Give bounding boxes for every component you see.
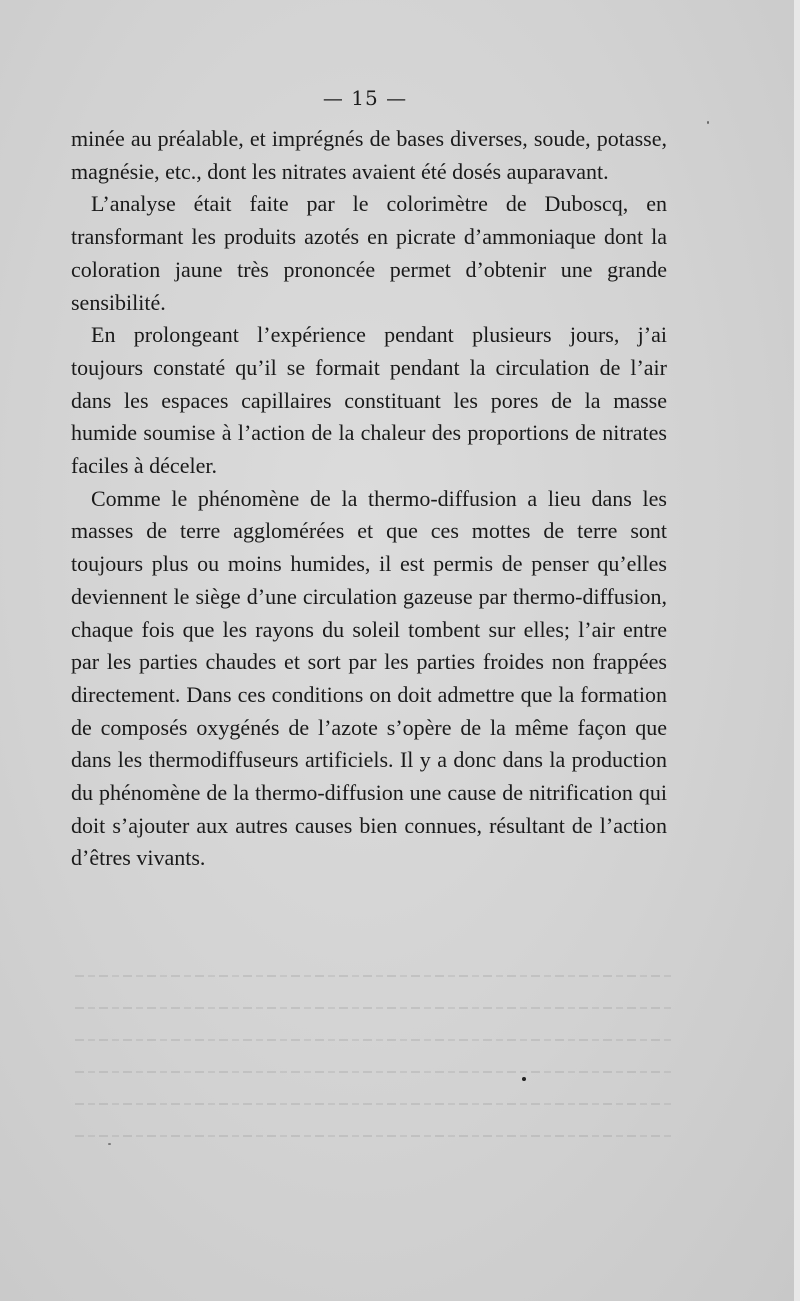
page-edge (794, 0, 800, 1301)
paper-speck (108, 1143, 111, 1145)
paragraph-2: L’analyse était faite par le colorimètre de Duboscq, en transformant les produits azotés en picrate d’ammoniaque dont la coloration jaune très prononcée permet d’obtenir une grande sensibilité. (71, 191, 667, 315)
paragraph-1: minée au préalable, et imprégnés de bases diverses, soude, potasse, magnésie, etc., dont les nitrates avaient été dosés auparavant. (71, 126, 667, 184)
show-through-text (75, 975, 675, 1195)
paper-speck (707, 121, 709, 124)
paragraph-4: Comme le phénomène de la thermo-diffusion a lieu dans les masses de terre agglomérées et que ces mottes de terre sont toujours plus ou moins humides, il est permis de penser qu’elles deviennent le siège d’une circulation gazeuse par thermo-diffusion, chaque fois que les rayons du soleil tombent sur elles; l’air entre par les parties chaudes et sort par les parties froides non frappées directement. Dans ces conditions on doit admettre que la formation de composés oxygénés de l’azote s’opère de la même façon que dans les thermodiffuseurs artificiels. Il y a donc dans la production du phénomène de la thermo-diffusion une cause de nitrification qui doit s’ajouter aux autres causes bien connues, résultant de l’action d’êtres vivants. (71, 485, 667, 871)
page-number: — 15 — (322, 86, 408, 110)
paper-speck (522, 1077, 526, 1081)
paragraph-3: En prolongeant l’expérience pendant plusieurs jours, j’ai toujours constaté qu’il se formait pendant la circulation de l’air dans les espaces capillaires constituant les pores de la masse humide soumise à l’action de la chaleur des proportions de nitrates faciles à déceler. (71, 322, 667, 479)
body-text (71, 123, 667, 875)
